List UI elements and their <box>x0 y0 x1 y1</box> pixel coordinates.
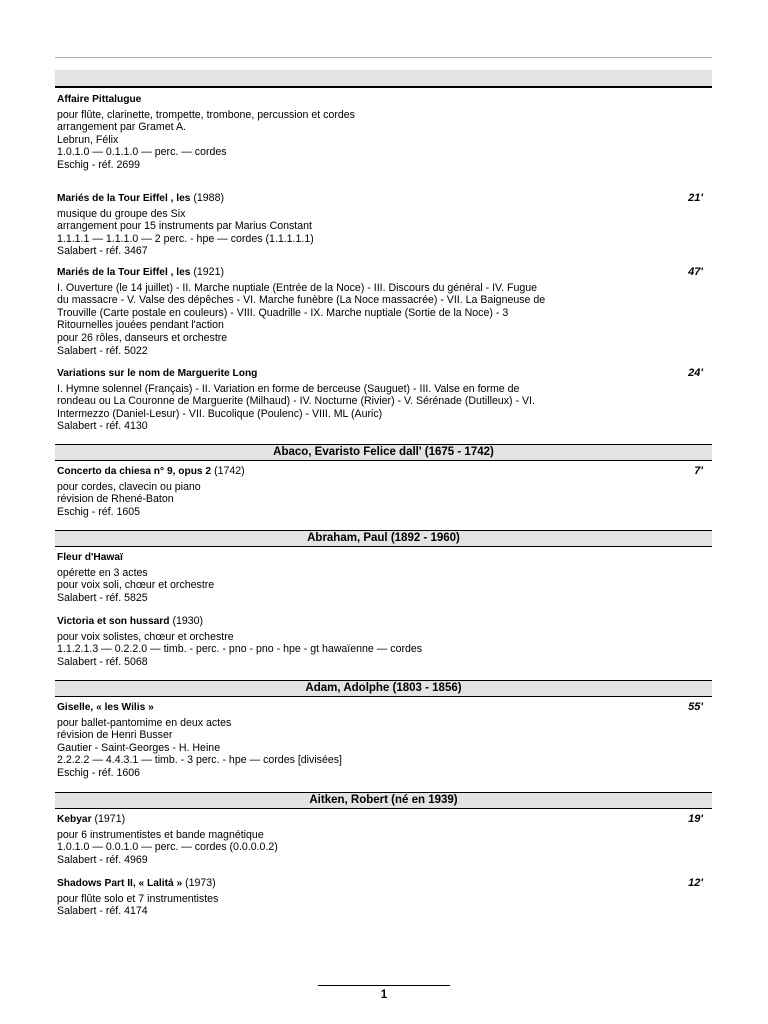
work-detail-line: opérette en 3 actes <box>57 566 148 579</box>
composer-header: Abaco, Evaristo Felice dall' (1675 - 1742) <box>55 444 712 461</box>
work-detail-line: I. Hymne solennel (Français) - II. Variation en forme de berceuse (Sauguet) - III. Valse en forme de <box>57 382 520 395</box>
work-duration: 47' <box>688 266 703 278</box>
work-title-line <box>57 551 707 565</box>
work-detail-line: pour voix solistes, chœur et orchestre <box>57 630 234 643</box>
work-title-line <box>57 813 707 827</box>
work-detail-line: pour voix soli, chœur et orchestre <box>57 579 215 592</box>
work-duration: 55' <box>688 701 703 713</box>
work-title: Affaire Pittalugue <box>57 94 142 105</box>
work-detail-line: Salabert - réf. 4969 <box>57 853 148 866</box>
work-title: Variations sur le nom de Marguerite Long <box>57 368 258 379</box>
work-title-line <box>57 192 707 206</box>
work-entry <box>57 551 707 604</box>
work-duration: 7' <box>694 465 703 477</box>
work-detail-line: Trouville (Carte postale en couleurs) - VIII. Quadrille - IX. Marche nuptiale (Sortie de la Noce) - 3 <box>57 306 509 319</box>
work-entry <box>57 701 707 780</box>
work-title: Mariés de la Tour Eiffel , les <box>57 267 191 278</box>
work-detail-line: Salabert - réf. 4174 <box>57 905 148 918</box>
work-title: Giselle, « les Wilis » <box>57 702 154 713</box>
work-entry <box>57 93 707 172</box>
composer-header: Adam, Adolphe (1803 - 1856) <box>55 680 712 697</box>
work-title: Kebyar <box>57 814 92 825</box>
work-detail-line: rondeau ou La Couronne de Marguerite (Milhaud) - IV. Nocturne (Rivier) - V. Sérénade (Dutilleux) - VI. <box>57 395 535 408</box>
work-detail-line: pour 6 instrumentistes et bande magnétique <box>57 828 264 841</box>
work-year: (1973) <box>185 877 216 889</box>
work-detail-line: 1.0.1.0 — 0.1.1.0 — perc. — cordes <box>57 146 227 159</box>
work-detail-line: pour 26 rôles, danseurs et orchestre <box>57 331 228 344</box>
work-detail-line: révision de Henri Busser <box>57 729 173 742</box>
work-year: (1971) <box>94 813 126 825</box>
page-number: 1 <box>380 989 388 1001</box>
work-detail-line: 1.1.1.1 — 1.1.1.0 — 2 perc. - hpe — cordes (1.1.1.1.1) <box>57 232 314 245</box>
work-detail-line: pour cordes, clavecin ou piano <box>57 480 201 493</box>
work-detail-line: 1.1.2.1.3 — 0.2.2.0 — timb. - perc. - pno - pno - hpe - gt hawaïenne — cordes <box>57 643 423 656</box>
work-detail-line: musique du groupe des Six <box>57 207 186 220</box>
work-duration: 12' <box>688 877 703 889</box>
footer-rule <box>318 985 450 986</box>
work-year: (1988) <box>193 192 224 204</box>
work-title-line <box>57 266 707 280</box>
work-detail-line: Lebrun, Félix <box>57 133 119 146</box>
work-detail-line: Intermezzo (Daniel-Lesur) - VII. Bucolique (Poulenc) - VIII. ML (Auric) <box>57 407 383 420</box>
work-entry <box>57 813 707 866</box>
work-duration: 24' <box>688 367 703 379</box>
work-year: (1742) <box>214 465 245 477</box>
composer-header: Aitken, Robert (né en 1939) <box>55 792 712 809</box>
work-detail-line: Ritournelles jouées pendant l'action <box>57 319 224 332</box>
work-detail-line: Salabert - réf. 5022 <box>57 344 148 357</box>
work-title-line <box>57 877 707 891</box>
work-detail-line: Eschig - réf. 2699 <box>57 158 141 171</box>
work-detail-line: Salabert - réf. 3467 <box>57 245 148 258</box>
work-entry <box>57 192 707 258</box>
work-title-line <box>57 701 707 715</box>
work-detail-line: révision de Rhené-Baton <box>57 493 174 506</box>
work-detail-line: Salabert - réf. 5825 <box>57 591 148 604</box>
work-detail-line: Eschig - réf. 1606 <box>57 766 141 779</box>
work-title: Concerto da chiesa n° 9, opus 2 <box>57 466 212 477</box>
work-detail-line: pour flûte, clarinette, trompette, trombone, percussion et cordes <box>57 108 355 121</box>
work-title: Victoria et son hussard <box>57 616 170 627</box>
work-title: Shadows Part II, « Lalitá » <box>57 878 183 889</box>
work-title-line <box>57 465 707 479</box>
work-duration: 19' <box>688 813 703 825</box>
work-detail-line: 2.2.2.2 — 4.4.3.1 — timb. - 3 perc. - hpe — cordes [divisées] <box>57 754 342 767</box>
work-title: Mariés de la Tour Eiffel , les <box>57 193 191 204</box>
composer-header: Abraham, Paul (1892 - 1960) <box>55 530 712 547</box>
work-title-line <box>57 615 707 629</box>
work-detail-line: arrangement pour 15 instruments par Marius Constant <box>57 220 312 233</box>
top-rule <box>55 57 712 58</box>
work-detail-line: arrangement par Gramet A. <box>57 121 186 134</box>
work-detail-line: Salabert - réf. 5068 <box>57 655 148 668</box>
work-detail-line: Eschig - réf. 1605 <box>57 505 141 518</box>
work-entry <box>57 877 707 918</box>
work-detail-line: 1.0.1.0 — 0.0.1.0 — perc. — cordes (0.0.0.0.2) <box>57 841 278 854</box>
work-duration: 21' <box>688 192 703 204</box>
work-title: Fleur d'Hawaï <box>57 552 123 563</box>
work-entry <box>57 615 707 668</box>
work-title-line <box>57 367 707 381</box>
work-title-line <box>57 93 707 107</box>
work-entry <box>57 367 707 433</box>
continued-composer-header <box>55 70 712 88</box>
work-detail-line: du massacre - V. Valse des dépêches - VI. Marche funèbre (La Noce massacrée) - VII. La Baigneuse de <box>57 294 546 307</box>
work-detail-line: I. Ouverture (le 14 juillet) - II. Marche nuptiale (Entrée de la Noce) - III. Discours du général - IV. Fugue <box>57 281 538 294</box>
work-detail-line: Salabert - réf. 4130 <box>57 420 148 433</box>
work-entry <box>57 266 707 357</box>
work-year: (1921) <box>193 266 224 278</box>
work-detail-line: Gautier - Saint-Georges - H. Heine <box>57 741 221 754</box>
work-detail-line: pour flûte solo et 7 instrumentistes <box>57 892 219 905</box>
work-detail-line: pour ballet-pantomime en deux actes <box>57 716 232 729</box>
work-year: (1930) <box>172 615 204 627</box>
work-entry <box>57 465 707 518</box>
